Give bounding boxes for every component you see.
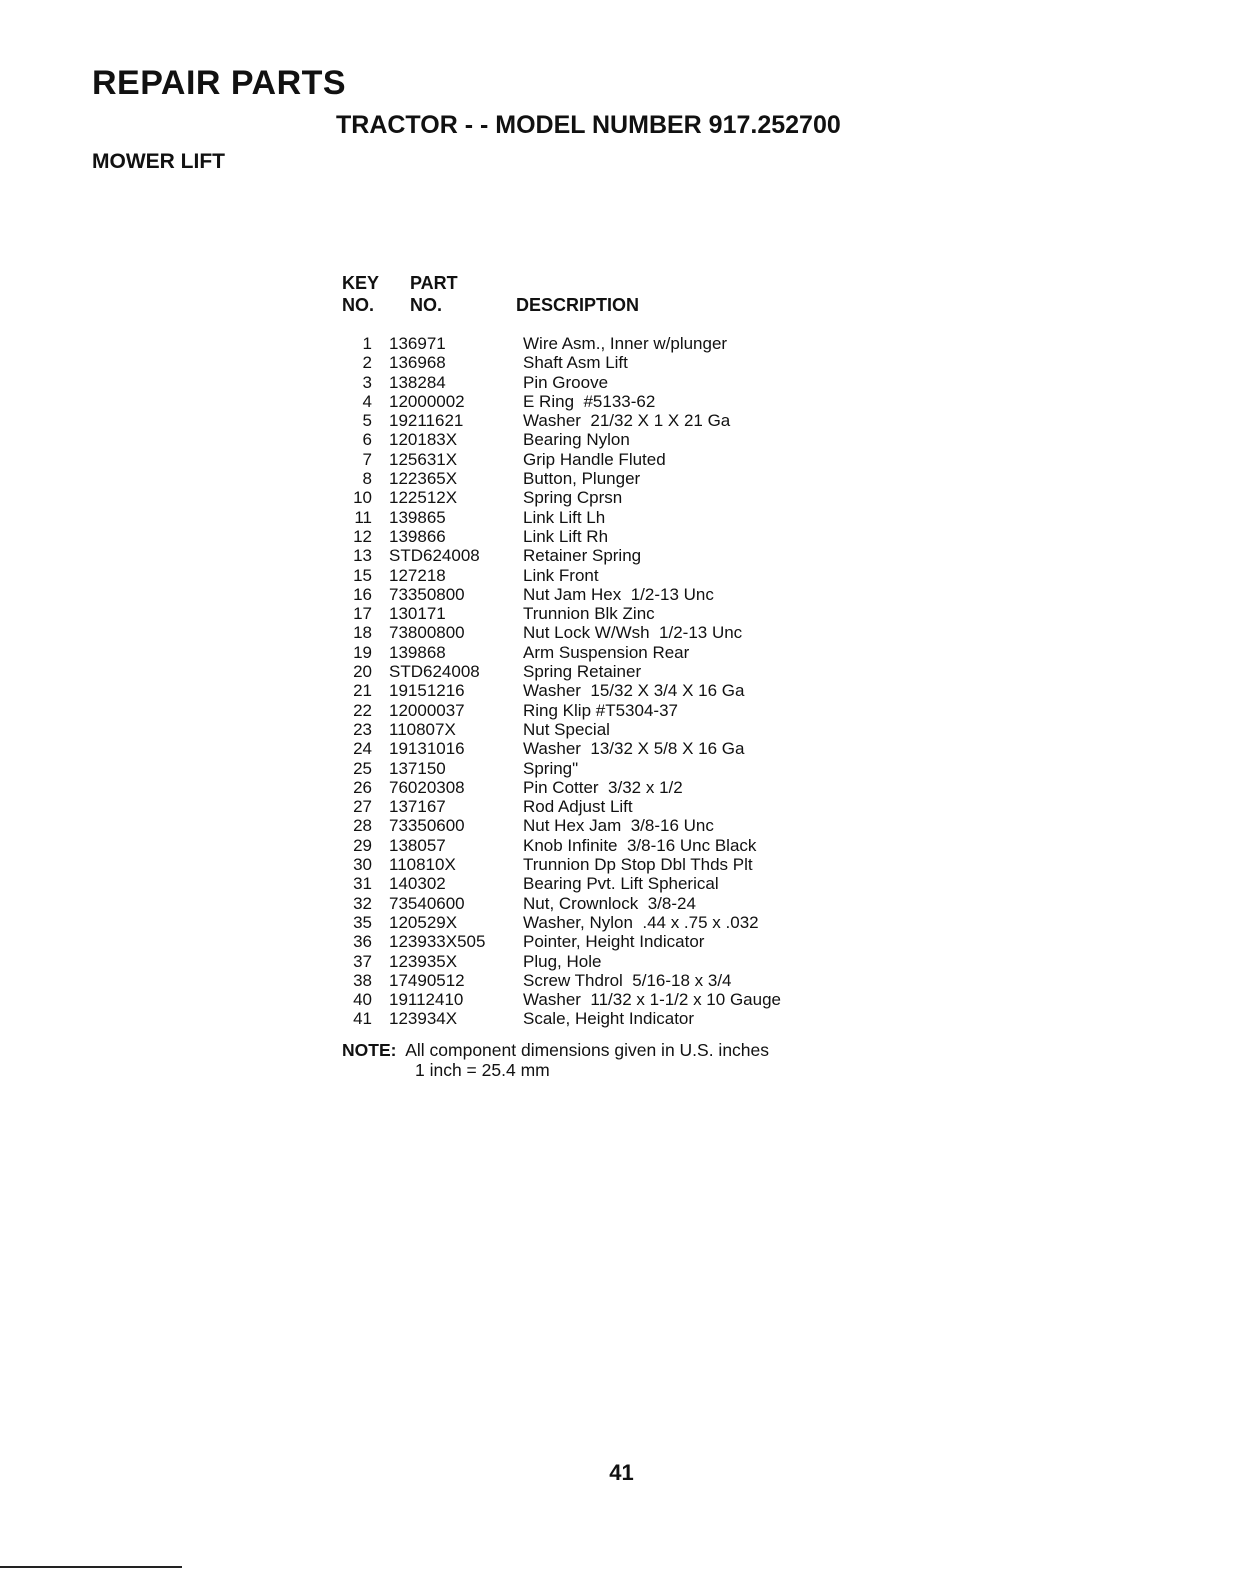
part-no-cell: STD624008: [389, 662, 480, 682]
part-no-cell: 136968: [389, 353, 446, 373]
part-no-cell: 19112410: [389, 990, 464, 1010]
description-cell: Washer 21/32 X 1 X 21 Ga: [523, 411, 731, 431]
description-cell: Nut Jam Hex 1/2-13 Unc: [523, 584, 714, 604]
note-text-2: 1 inch = 25.4 mm: [415, 1060, 550, 1080]
key-no-cell: 11: [354, 507, 372, 527]
part-no-cell: 120529X: [389, 912, 458, 932]
part-no-cell: 73800800: [389, 623, 465, 643]
part-no-cell: 76020308: [389, 777, 465, 797]
key-no-cell: 24: [353, 739, 372, 759]
part-no-cell: 139865: [389, 507, 446, 527]
part-no-cell: 127218: [389, 565, 446, 585]
description-cell: E Ring #5133-62: [523, 391, 656, 411]
part-no-cell: 122365X: [389, 469, 458, 489]
table-row: [342, 353, 781, 372]
table-row: [342, 508, 781, 527]
description-cell: Washer 13/32 X 5/8 X 16 Ga: [523, 739, 745, 759]
description-cell: Button, Plunger: [523, 469, 641, 489]
key-no-cell: 12: [353, 526, 372, 546]
part-no-cell: 140302: [389, 874, 446, 894]
description-cell: Shaft Asm Lift: [523, 353, 628, 373]
table-row: [342, 913, 781, 932]
description-cell: Pin Cotter 3/32 x 1/2: [523, 777, 683, 797]
note-label: NOTE:: [342, 1040, 397, 1060]
description-cell: Grip Handle Fluted: [523, 449, 666, 469]
description-cell: Trunnion Blk Zinc: [523, 604, 655, 624]
key-no-cell: 13: [353, 546, 372, 566]
part-no-cell: 19151216: [389, 681, 465, 701]
description-cell: Link Lift Rh: [523, 526, 609, 546]
key-no-cell: 37: [353, 951, 372, 971]
part-no-cell: 110807X: [389, 719, 456, 739]
table-row: [342, 855, 781, 874]
parts-rows: [342, 334, 781, 1029]
table-row: [342, 681, 781, 700]
description-cell: Bearing Nylon: [523, 430, 630, 450]
key-no-cell: 4: [362, 391, 372, 411]
table-row: [342, 874, 781, 893]
key-no-cell: 27: [353, 797, 372, 817]
table-row: [342, 488, 781, 507]
part-no-cell: 12000002: [389, 391, 465, 411]
key-no-cell: 35: [353, 912, 372, 932]
table-row: [342, 546, 781, 565]
key-no-cell: 26: [353, 777, 372, 797]
note: [342, 1040, 769, 1080]
table-row: [342, 701, 781, 720]
table-row: [342, 739, 781, 758]
key-no-cell: 38: [353, 970, 372, 990]
section-heading: MOWER LIFT: [92, 150, 225, 173]
table-row: [342, 604, 781, 623]
description-cell: Spring Retainer: [523, 662, 642, 682]
part-no-cell: 139868: [389, 642, 446, 662]
table-row: [342, 450, 781, 469]
part-no-cell: 123933X505: [389, 932, 486, 952]
part-no-cell: 138057: [389, 835, 446, 855]
page-title: REPAIR PARTS: [92, 64, 347, 102]
key-no-cell: 1: [362, 334, 372, 353]
note-text-1: All component dimensions given in U.S. inches: [405, 1040, 770, 1060]
description-cell: Nut, Crownlock 3/8-24: [523, 893, 696, 913]
description-cell: Arm Suspension Rear: [523, 642, 690, 662]
description-cell: Wire Asm., Inner w/plunger: [523, 334, 728, 353]
key-no-cell: 15: [353, 565, 372, 585]
description-cell: Pointer, Height Indicator: [523, 932, 705, 952]
description-cell: Plug, Hole: [523, 951, 602, 971]
key-no-cell: 36: [353, 932, 372, 952]
part-no-cell: 110810X: [389, 855, 456, 875]
part-no-cell: 138284: [389, 372, 446, 392]
part-no-header: [410, 272, 490, 316]
table-row: [342, 990, 781, 1009]
parts-table: [342, 272, 781, 1029]
description-cell: Spring Cprsn: [523, 488, 623, 508]
key-no-cell: 23: [353, 719, 372, 739]
part-no-cell: 123934X: [389, 1009, 458, 1029]
key-no-cell: 41: [353, 1009, 372, 1029]
part-no-cell: 139866: [389, 526, 446, 546]
part-no-cell: 73350800: [389, 584, 465, 604]
description-cell: Rod Adjust Lift: [523, 797, 633, 817]
table-row: [342, 411, 781, 430]
table-row: [342, 392, 781, 411]
key-no-cell: 31: [353, 874, 372, 894]
table-row: [342, 759, 781, 778]
part-no-cell: 122512X: [389, 488, 458, 508]
description-cell: Link Lift Lh: [523, 507, 606, 527]
description-cell: Spring": [523, 758, 579, 778]
page-number: 41: [609, 1460, 634, 1485]
key-no-cell: 3: [362, 372, 372, 392]
part-no-cell: STD624008: [389, 546, 480, 566]
key-no-cell: 18: [353, 623, 372, 643]
key-no-cell: 25: [353, 758, 372, 778]
description-cell: Screw Thdrol 5/16-18 x 3/4: [523, 970, 732, 990]
description-cell: Trunnion Dp Stop Dbl Thds Plt: [523, 855, 753, 875]
table-row: [342, 566, 781, 585]
key-no-cell: 16: [353, 584, 372, 604]
table-row: [342, 797, 781, 816]
table-row: [342, 430, 781, 449]
key-no-cell: 30: [353, 855, 372, 875]
description-cell: Retainer Spring: [523, 546, 642, 566]
part-no-cell: 136971: [389, 334, 446, 353]
key-no-cell: 21: [353, 681, 372, 701]
description-cell: Nut Special: [523, 719, 610, 739]
table-row: [342, 816, 781, 835]
table-row: [342, 971, 781, 990]
table-header: [342, 272, 781, 332]
key-no-cell: 28: [353, 816, 372, 836]
description-cell: Bearing Pvt. Lift Spherical: [523, 874, 719, 894]
table-row: [342, 373, 781, 392]
table-row: [342, 469, 781, 488]
description-cell: Scale, Height Indicator: [523, 1009, 695, 1029]
part-header-line1: PART: [410, 273, 458, 293]
table-row: [342, 932, 781, 951]
table-row: [342, 1009, 781, 1028]
part-no-cell: 73540600: [389, 893, 465, 913]
description-cell: Washer, Nylon .44 x .75 x .032: [523, 912, 759, 932]
part-no-cell: 130171: [389, 604, 446, 624]
part-no-cell: 120183X: [389, 430, 458, 450]
key-no-header: [342, 272, 392, 316]
key-no-cell: 17: [353, 604, 372, 624]
key-no-cell: 19: [353, 642, 372, 662]
description-cell: Pin Groove: [523, 372, 609, 392]
part-no-cell: 17490512: [389, 970, 465, 990]
key-no-cell: 7: [362, 449, 372, 469]
table-row: [342, 720, 781, 739]
table-row: [342, 643, 781, 662]
part-no-cell: 125631X: [389, 449, 458, 469]
key-no-cell: 10: [353, 488, 372, 508]
key-no-cell: 2: [362, 353, 372, 373]
part-no-cell: 73350600: [389, 816, 465, 836]
model-heading: TRACTOR - - MODEL NUMBER 917.252700: [336, 111, 841, 139]
table-row: [342, 952, 781, 971]
description-cell: Nut Hex Jam 3/8-16 Unc: [523, 816, 714, 836]
note-line-1: [342, 1040, 769, 1060]
description-cell: Washer 15/32 X 3/4 X 16 Ga: [523, 681, 745, 701]
description-cell: Knob Infinite 3/8-16 Unc Black: [523, 835, 757, 855]
key-no-cell: 20: [353, 662, 372, 682]
part-no-cell: 12000037: [389, 700, 465, 720]
table-row: [342, 662, 781, 681]
key-no-cell: 32: [353, 893, 372, 913]
part-no-cell: 19131016: [389, 739, 465, 759]
part-no-cell: 137150: [389, 758, 446, 778]
description-cell: Washer 11/32 x 1-1/2 x 10 Gauge: [523, 990, 781, 1010]
description-header: DESCRIPTION: [516, 295, 640, 315]
table-row: [342, 836, 781, 855]
part-header-line2: NO.: [410, 295, 443, 315]
table-row: [342, 527, 781, 546]
key-no-cell: 6: [362, 430, 372, 450]
bottom-rule: [0, 1566, 182, 1568]
key-no-cell: 40: [353, 990, 372, 1010]
key-header-line1: KEY: [342, 273, 380, 293]
description-cell: Ring Klip #T5304-37: [523, 700, 678, 720]
table-row: [342, 894, 781, 913]
key-no-cell: 8: [362, 469, 372, 489]
part-no-cell: 137167: [389, 797, 446, 817]
key-no-cell: 22: [353, 700, 372, 720]
table-row: [342, 778, 781, 797]
description-cell: Nut Lock W/Wsh 1/2-13 Unc: [523, 623, 743, 643]
table-row: [342, 334, 781, 353]
description-cell: Link Front: [523, 565, 599, 585]
table-row: [342, 623, 781, 642]
part-no-cell: 123935X: [389, 951, 458, 971]
key-no-cell: 5: [362, 411, 372, 431]
table-row: [342, 585, 781, 604]
key-no-cell: 29: [353, 835, 372, 855]
key-header-line2: NO.: [342, 295, 375, 315]
part-no-cell: 19211621: [389, 411, 464, 431]
